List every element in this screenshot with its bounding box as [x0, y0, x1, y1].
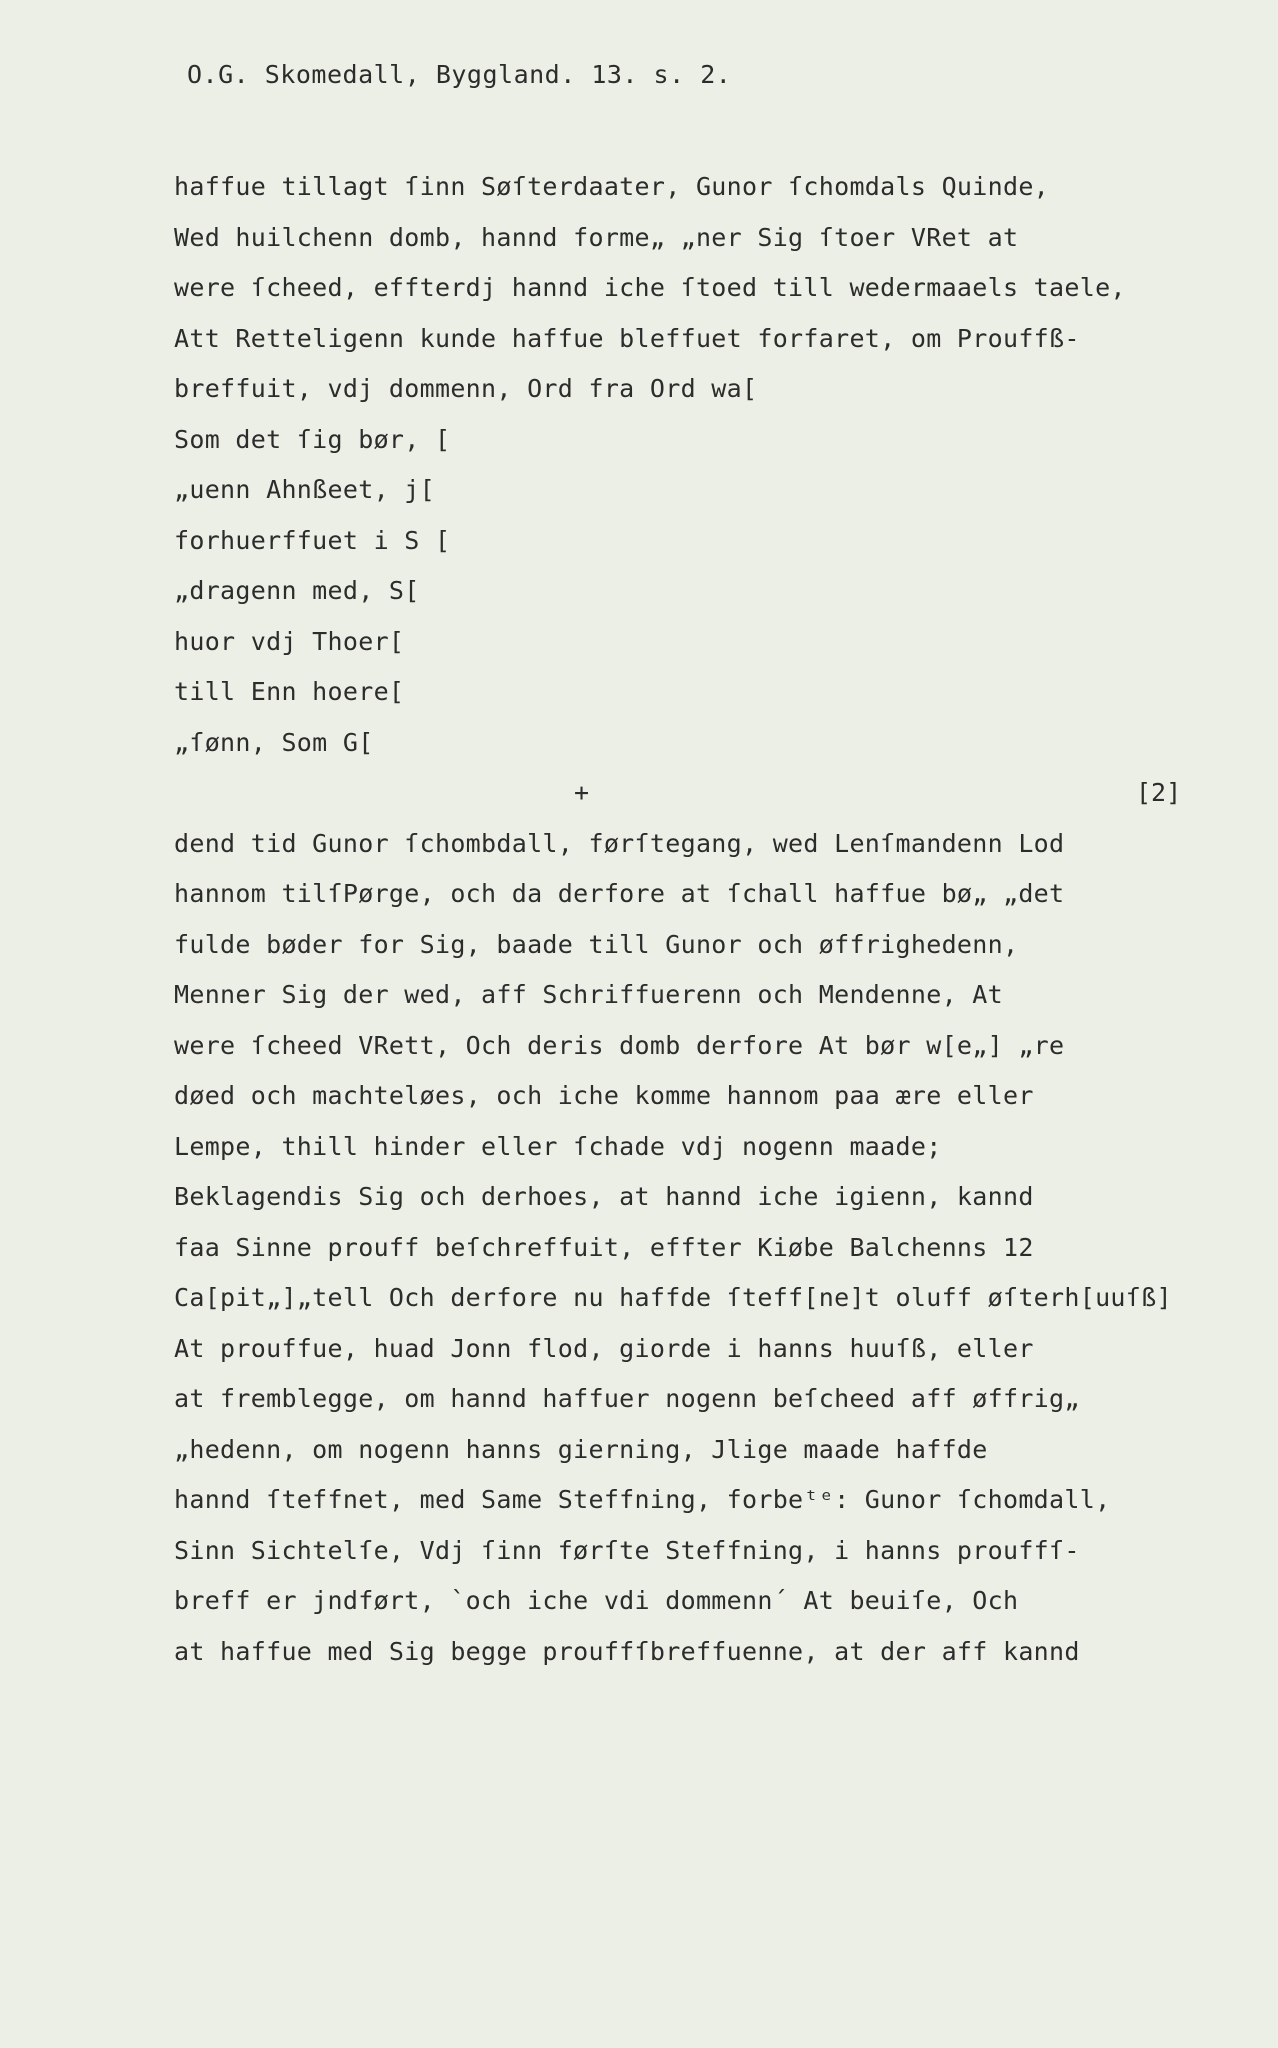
page-separator — [174, 768, 1182, 819]
text-line: Beklagendis Sig och derhoes, at hannd iche igienn, kannd — [174, 1182, 1034, 1211]
text-line: fulde bøder for Sig, baade till Gunor och øffrighedenn, — [174, 929, 1019, 959]
text-line: „dragenn med, S[ — [174, 576, 420, 605]
text-line: haffue tillagt ſinn Søſterdaater, Gunor ſchomdals Quinde, — [174, 172, 1050, 201]
text-line: faa Sinne prouff beſchreffuit, effter Kiøbe Balchenns 12 — [174, 1232, 1034, 1262]
text-line: at haffue med Sig begge prouffſbreffuenne, at der aff kannd — [174, 1636, 1080, 1666]
text-line: Att Retteligenn kunde haffue bleffuet forfaret, om Prouffß- — [174, 323, 1080, 353]
text-line: „hedenn, om nogenn hanns gierning, Jlige maade haffde — [174, 1434, 988, 1464]
page-number: [2] — [1136, 778, 1182, 807]
text-line: At prouffue, huad Jonn flod, giorde i hanns huuſß, eller — [174, 1333, 1034, 1363]
text-line: hannom tilſPørge, och da derfore at ſchall haffue bø„ „det — [174, 879, 1065, 908]
text-line: at fremblegge, om hannd haffuer nogenn beſcheed aff øffrig„ — [174, 1384, 1080, 1413]
text-line: Ca[pit„]„tell Och derfore nu haffde ſteff[ne]t oluff øſterh[uuſß] — [174, 1283, 1172, 1312]
text-line: huor vdj Thoer[ — [174, 626, 405, 656]
text-line: dend tid Gunor ſchombdall, førſtegang, wed Lenſmandenn Lod — [174, 828, 1065, 858]
text-line: „ſønn, Som G[ — [174, 727, 374, 757]
text-line: døed och machteløes, och iche komme hannom paa ære eller — [174, 1081, 1034, 1110]
text-line: breffuit, vdj dommenn, Ord fra Ord wa[ — [174, 374, 758, 403]
text-line: were ſcheed VRett, Och deris domb derfore At bør w[e„] „re — [174, 1030, 1065, 1060]
text-line: Sinn Sichtelſe, Vdj ſinn førſte Steffning, i hanns prouffſ- — [174, 1535, 1080, 1565]
text-line: Wed huilchenn domb, hannd forme„ „ner Sig ſtoer VRet at — [174, 222, 1019, 252]
text-line: till Enn hoere[ — [174, 677, 405, 706]
text-line: breff er jndført, `och iche vdi dommenn´ At beuiſe, Och — [174, 1586, 1019, 1615]
text-line: „uenn Ahnßeet, j[ — [174, 475, 435, 504]
text-line: were ſcheed, effterdj hannd iche ſtoed till wedermaaels taele, — [174, 273, 1126, 302]
text-line: Menner Sig der wed, aff Schriffuerenn och Mendenne, At — [174, 980, 1003, 1009]
document-header: O.G. Skomedall, Byggland. 13. s. 2. — [187, 60, 732, 89]
text-line: Som det ſig bør, [ — [174, 424, 451, 454]
text-line: hannd ſteffnet, med Same Steffning, forbeᵗᵉ: Gunor ſchomdall, — [174, 1485, 1111, 1514]
transcription-body — [174, 162, 1182, 1677]
text-line: Lempe, thill hinder eller ſchade vdj nogenn maade; — [174, 1131, 942, 1161]
separator-mark: + — [574, 778, 590, 807]
text-line: forhuerffuet i S [ — [174, 525, 451, 555]
